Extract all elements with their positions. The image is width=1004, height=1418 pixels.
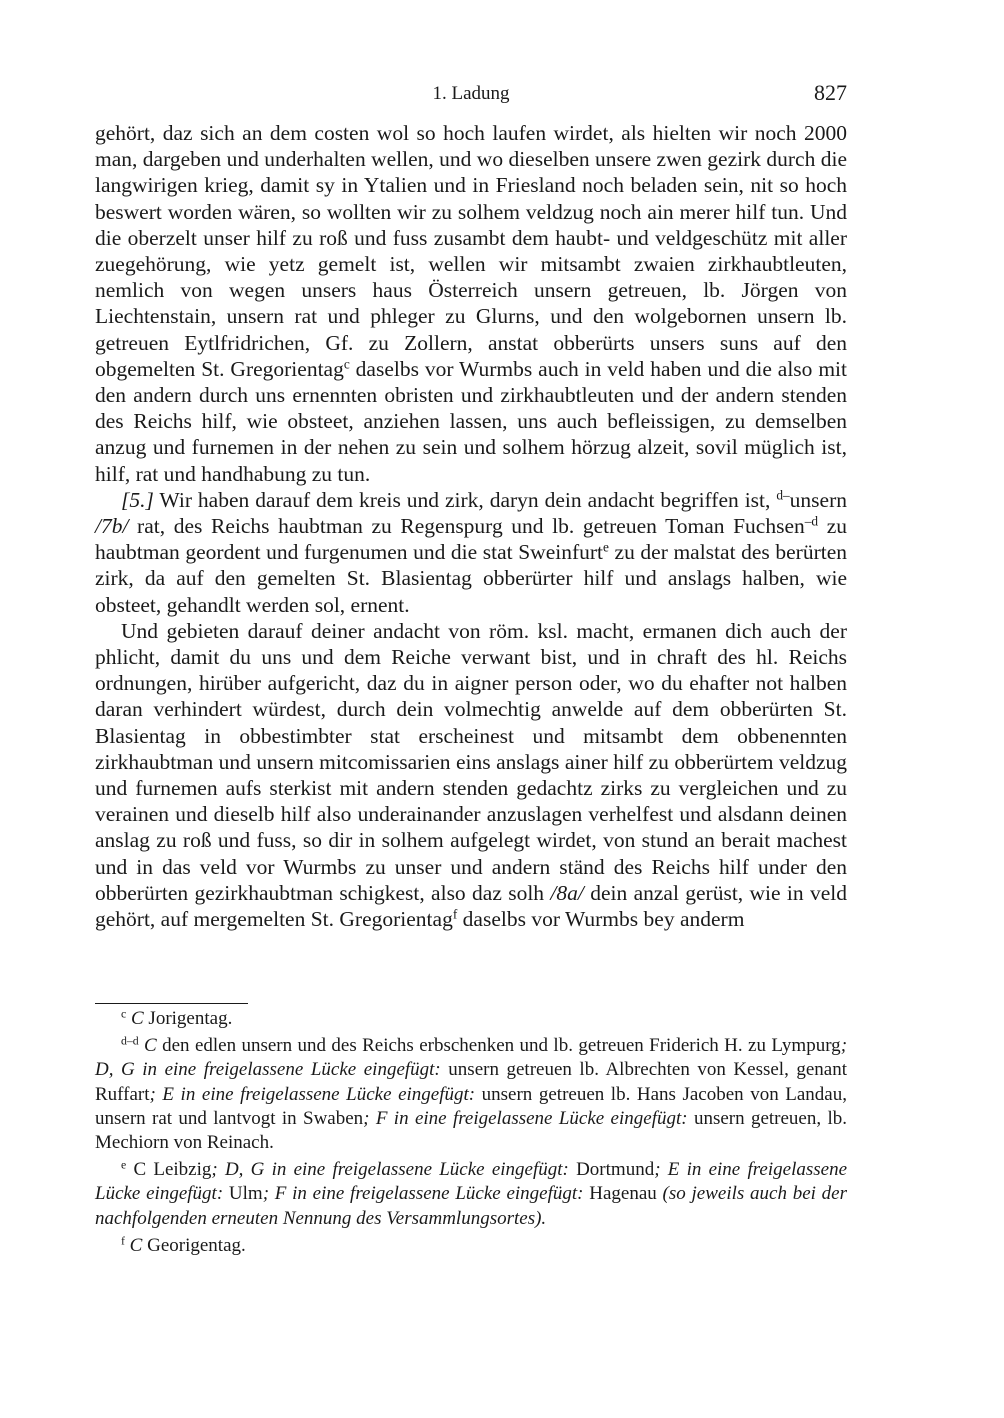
footnote-ref-e[interactable]: e <box>603 539 609 555</box>
footnote-mark: d–d <box>121 1034 139 1048</box>
footnote-e: $^e$ C Leibzig; D, G in eine freigelassene Lücke eingefügt: Dortmund; E in eine freigelassene Lücke eingefügt: Ulm; F in eine freigelassene Lücke eingefügt: Hagenau (so jeweils auch bei der nachfolgenden erneuten Nennung des Versammlungsortes). <box>95 1158 848 1229</box>
paragraph-1: gehört, daz sich an dem costen wol so hoch laufen wirdet, als hielten wir noch 2000 man, dargeben und underhalten wellen, und wo dieselben unsere zwen gezirk durch die langwirigen krieg, damit sy in Ytalien und in Friesland noch beladen sein, nit so hoch beswert worden wären, so wollten wir zu solhem veldzug noch ain merer hilf tun. Und die oberzelt unser hilf zu roß und fuss zusambt dem haubt- und veldgeschütz mit aller zuegehörung, wie yetz gemelt ist, wellen wir mitsambt zwaien zirkhaubtleuten, nemlich von wegen unsers haus Österreich unsern getreuen, lb. Jörgen von Liechtenstain, unsern rat und phleger zu Glurns, und den wolgebornen unsern lb. getreuen Eytlfridrichen, Gf. zu Zollern, anstat obberürts unsers suns auf den obgemelten St. Gregorientag$^c$ daselbs vor Wurmbs auch in veld haben und die also mit den andern durch uns ernennten obristen und zirkhaubtleuten und der andern stenden des Reichs hilf, wie obsteet, anziehen lassen, uns auch befleissigen, zu demselben anzug und furnemen in der nehen zu sein und solhem hörzug alzeit, sovil müglich ist, hilf, rat und handhabung zu tun. <box>95 121 847 486</box>
running-head <box>95 80 847 110</box>
footnote-separator <box>95 1003 248 1004</box>
footnote-ref-d-open[interactable]: d– <box>776 487 790 503</box>
footnote-ref-f[interactable]: f <box>452 906 458 922</box>
paragraph-3: Und gebieten darauf deiner andacht von röm. ksl. macht, ermanen dich auch der phlicht, damit du uns und dem Reiche verwant bist, und in chraft des hl. Reichs ordnungen, hirüber aufgericht, daz du in aigner person oder, wo du ehafter not halben daran verhindert würdest, durch dein volmechtig anwelde auf dem obberürten St. Blasientag in obbestimbter stat erscheinest und mitsambt dem obbenennten zirkhaubtman und unsern mitcomissarien eins anslags ainer hilf zu obberürtem veldzug und furnemen aufs sterkist mit andern stenden gedachtz zirks zu vergleichen und zu verainen und dieselb hilf also underainander anzuslagen verhelfest und alsdann deinen anslag zu roß und fuss, so dir in solhem aufgelegt wirdet, von stund an berait machest und in das veld vor Wurmbs zu unser und andern ständ des Reichs hilf under den obberürten gezirkhaubtman schigkest, also daz solh /8a/ dein anzal gerüst, wie in veld gehört, auf mergemelten St. Gregorientag$^f$ daselbs vor Wurmbs bey anderm <box>95 618 847 932</box>
siglum: C <box>130 1008 144 1029</box>
footnote-f: $^f$ C Georigentag. <box>121 1234 246 1256</box>
footnote-ref-c[interactable]: c <box>343 356 350 372</box>
folio-marker: /8a/ <box>550 880 584 905</box>
footnote-mark: e <box>121 1158 127 1172</box>
footnote-c: $^c$ C Jorigentag. <box>121 1007 233 1029</box>
footnote-ref-d-close[interactable]: –d <box>804 513 819 529</box>
siglum: C <box>129 1234 143 1256</box>
paragraph-2: [5.] Wir haben darauf dem kreis und zirk, daryn dein andacht begriffen ist, $^{d-}$unsern /7b/ rat, des Reichs haubtman zu Regenspurg und lb. getreuen Toman Fuchsen$^{-d}$ zu haubtman geordent und furgenumen und die stat Sweinfurt$^e$ zu der malstat des berürten zirk, da auf den gemelten St. Blasientag obberürter hilf und anslags halben, wie obsteet, gehandlt werden sol, ernent. <box>95 487 847 617</box>
main-text <box>95 120 847 932</box>
running-title: 1. Ladung <box>432 83 510 104</box>
footnote-mark: c <box>121 1007 127 1021</box>
footnotes <box>95 1007 847 1258</box>
footnote-mark: f <box>121 1234 125 1248</box>
footnote-d: $^{d-d}$ C den edlen unsern und des Reichs erbschenken und lb. getreuen Friderich H. zu Lympurg; D, G in eine freigelassene Lücke eingefügt: unsern getreuen lb. Albrechten von Kessel, genant Ruffart; E in eine freigelassene Lücke eingefügt: unsern getreuen lb. Hans Jacoben von Landau, unsern rat und lantvogt in Swaben; F in eine freigelassene Lücke eingefügt: unsern getreuen, lb. Mechiorn von Reinach. <box>95 1034 848 1154</box>
folio-marker: /7b/ <box>95 514 129 539</box>
page-number: 827 <box>814 80 847 105</box>
siglum: C <box>144 1035 157 1057</box>
section-number: [5.] <box>121 487 154 512</box>
